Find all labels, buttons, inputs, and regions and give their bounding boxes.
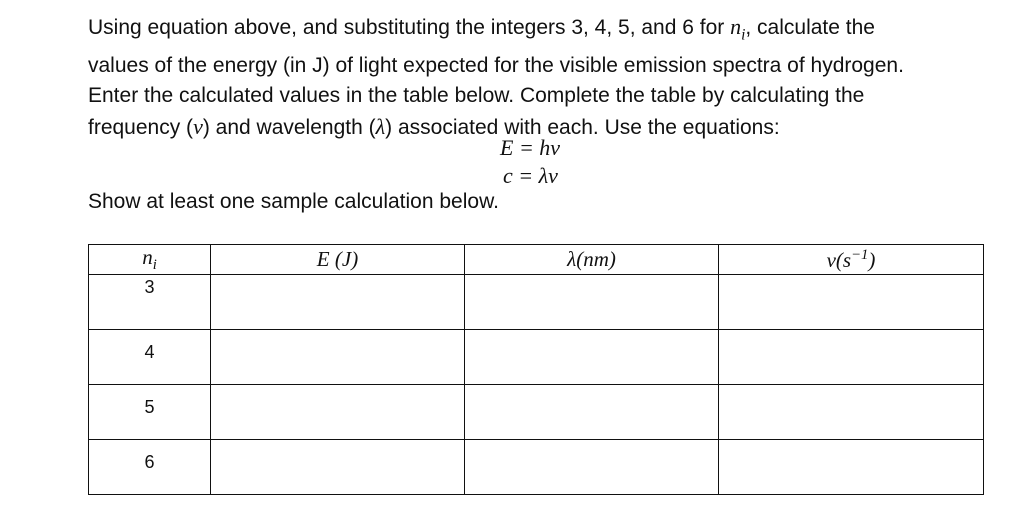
energy-cell[interactable] xyxy=(211,275,465,330)
instructions-line-2: values of the energy (in J) of light expected for the visible emission spectra of hydrogen. xyxy=(88,53,904,77)
lambda-symbol: λ xyxy=(375,113,386,139)
ni-cell: 6 xyxy=(89,440,211,495)
energy-cell[interactable] xyxy=(211,385,465,440)
equation-energy: E = hν xyxy=(500,135,561,160)
line1-text-b: , calculate the xyxy=(745,16,875,39)
header-frequency-base: ν(s xyxy=(826,247,852,272)
nu-symbol: ν xyxy=(193,113,203,139)
instructions-paragraph xyxy=(88,12,998,143)
header-frequency xyxy=(719,245,984,275)
header-ni xyxy=(89,245,211,275)
frequency-cell[interactable] xyxy=(719,385,984,440)
wavelength-cell[interactable] xyxy=(465,385,719,440)
frequency-cell[interactable] xyxy=(719,330,984,385)
table-row xyxy=(89,275,984,330)
sample-calculation-instruction: Show at least one sample calculation below. xyxy=(88,190,499,213)
frequency-cell[interactable] xyxy=(719,275,984,330)
equation-speed-of-light: c = λν xyxy=(503,163,558,188)
table-row xyxy=(89,440,984,495)
frequency-cell[interactable] xyxy=(719,440,984,495)
ni-var-n: n xyxy=(730,14,742,39)
results-table xyxy=(88,244,984,495)
ni-cell: 5 xyxy=(89,385,211,440)
header-frequency-close: ) xyxy=(868,247,876,272)
wavelength-cell[interactable] xyxy=(465,275,719,330)
header-ni-subscript: i xyxy=(152,257,157,274)
ni-cell: 4 xyxy=(89,330,211,385)
header-frequency-exponent: −1 xyxy=(851,246,869,263)
ni-cell: 3 xyxy=(89,275,211,330)
wavelength-cell[interactable] xyxy=(465,330,719,385)
line4-text-b: ) and wavelength ( xyxy=(202,115,376,139)
instructions-line-3: Enter the calculated values in the table below. Complete the table by calculating the xyxy=(88,84,865,108)
header-wavelength: λ(nm) xyxy=(465,245,719,275)
ni-var-subscript: i xyxy=(741,26,746,44)
line4-text-c: ) associated with each. Use the equations: xyxy=(385,115,780,139)
line4-text-a: frequency ( xyxy=(88,115,194,139)
table-row xyxy=(89,385,984,440)
table-header-row xyxy=(89,245,984,275)
energy-cell[interactable] xyxy=(211,330,465,385)
line1-text-a: Using equation above, and substituting the integers 3, 4, 5, and 6 for xyxy=(88,16,731,39)
ni-variable xyxy=(730,14,746,44)
header-energy: E (J) xyxy=(211,245,465,275)
wavelength-cell[interactable] xyxy=(465,440,719,495)
energy-cell[interactable] xyxy=(211,440,465,495)
header-ni-var: n xyxy=(142,245,153,269)
table-row xyxy=(89,330,984,385)
instructions-line-1 xyxy=(88,12,998,51)
